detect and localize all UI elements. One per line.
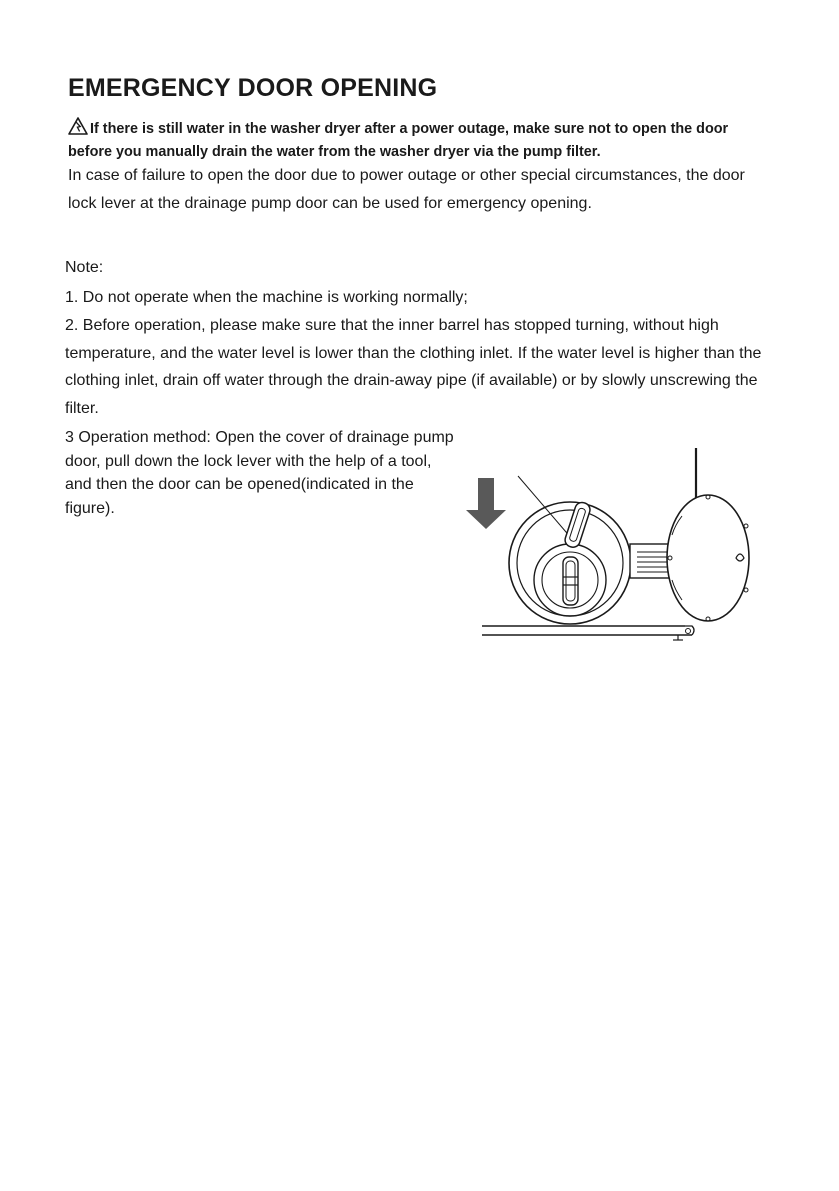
warning-text: If there is still water in the washer dryer after a power outage, make sure not to open the door before you manually drain the water from the washer dryer via the pump filter. [68,121,729,160]
intro-paragraph: In case of failure to open the door due to power outage or other special circumstances, the door lock lever at the drainage pump door can be used for emergency opening. [68,167,745,212]
note-item-1: 1. Do not operate when the machine is working normally; [65,289,468,306]
warning-paragraph [68,117,768,164]
note-item-2: 2. Before operation, please make sure that the inner barrel has stopped turning, without high temperature, and the water level is lower than the clothing inlet. If the water level is higher than the clothing inlet, drain off water through the drain-away pipe (if available) or by slowly unscrewing the filter. [65,317,762,417]
note-label: Note: [65,259,104,276]
filter-handle [563,557,578,605]
note-item-3: 3 Operation method: Open the cover of drainage pump door, pull down the lock lever with the help of a tool, and then the door can be opened(indicated in the figure). [65,429,454,517]
page-title: EMERGENCY DOOR OPENING [68,74,438,102]
lock-lever [563,501,591,549]
base-rail-end [685,626,694,635]
down-arrow-icon [466,478,506,529]
warning-triangle-icon [68,117,88,135]
pump-door-figure [460,440,780,655]
